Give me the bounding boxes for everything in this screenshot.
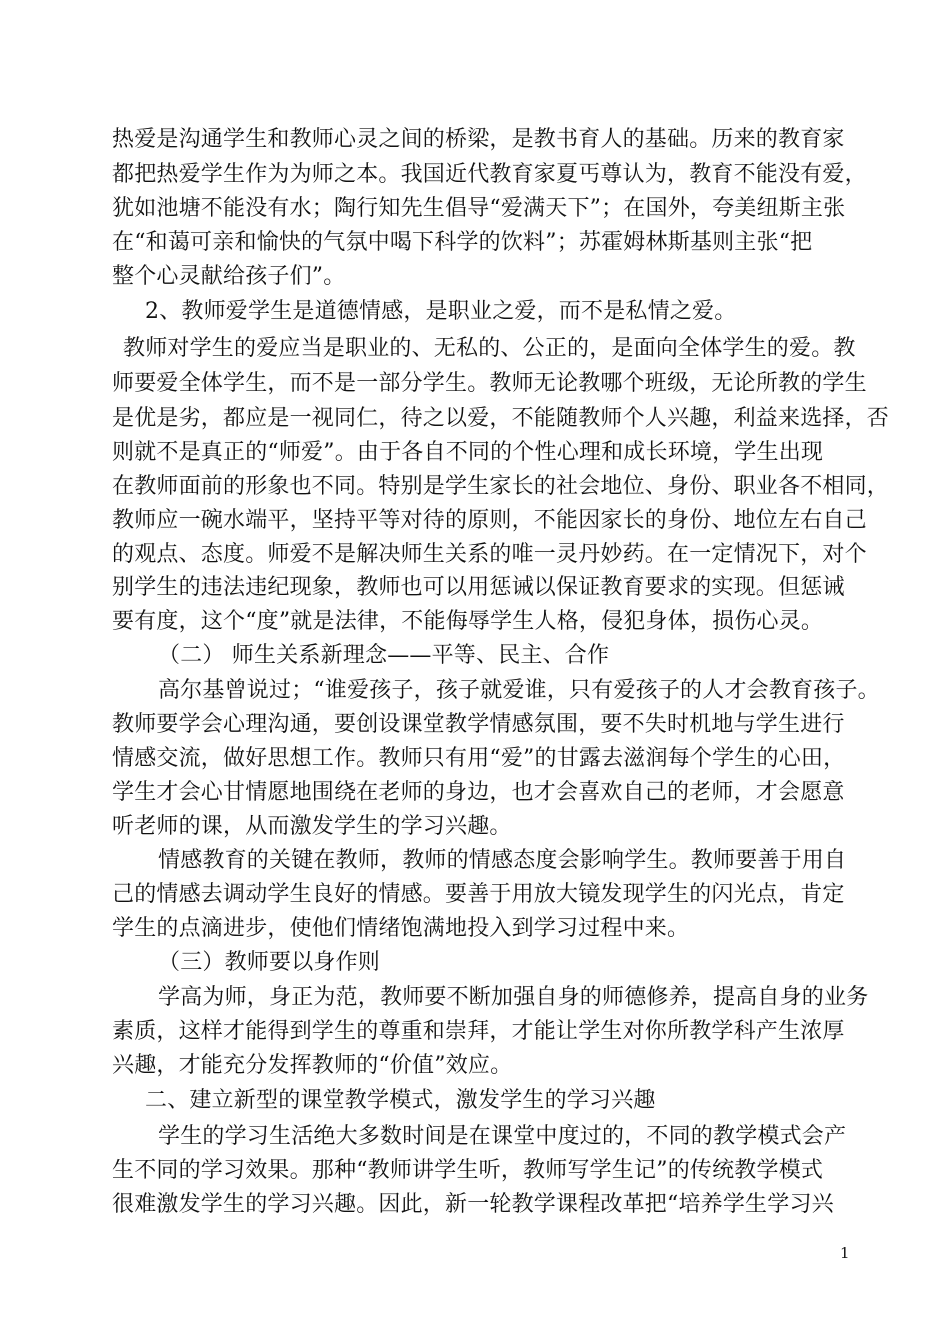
section-heading: （二） 师生关系新理念——平等、民主、合作 — [158, 643, 610, 668]
text-line: 是优是劣，都应是一视同仁，待之以爱，不能随教师个人兴趣，利益来选择，否 — [112, 406, 890, 431]
text-line: 在教师面前的形象也不同。特别是学生家长的社会地位、身份、职业各不相同， — [112, 474, 890, 499]
text-line: 则就不是真正的“师爱”。由于各自不同的个性心理和成长环境，学生出现 — [112, 440, 824, 465]
text-line: 要有度，这个“度”就是法律，不能侮辱学生人格，侵犯身体，损伤心灵。 — [112, 609, 824, 634]
text-line: 情感教育的关键在教师，教师的情感态度会影响学生。教师要善于用自 — [158, 848, 847, 873]
text-line: 犹如池塘不能没有水；陶行知先生倡导“爱满天下”；在国外，夸美纽斯主张 — [112, 196, 846, 221]
page-number: 1 — [840, 1244, 850, 1262]
text-line: 教师对学生的爱应当是职业的、无私的、公正的，是面向全体学生的爱。教 — [123, 336, 856, 361]
text-line: 己的情感去调动学生良好的情感。要善于用放大镜发现学生的闪光点，肯定 — [112, 882, 845, 907]
text-line: 师要爱全体学生，而不是一部分学生。教师无论教哪个班级，无论所教的学生 — [112, 371, 867, 396]
text-line: 的观点、态度。师爱不是解决师生关系的唯一灵丹妙药。在一定情况下，对个 — [112, 542, 867, 567]
text-line: 生不同的学习效果。那种“教师讲学生听，教师写学生记”的传统教学模式 — [112, 1158, 824, 1183]
text-line: 高尔基曾说过；“谁爱孩子，孩子就爱谁，只有爱孩子的人才会教育孩子。 — [158, 678, 880, 703]
text-line: 在“和蔼可亲和愉快的气氛中喝下科学的饮料”；苏霍姆林斯基则主张“把 — [112, 230, 813, 255]
text-line: 学生的学习生活绝大多数时间是在课堂中度过的，不同的教学模式会产 — [158, 1124, 847, 1149]
text-line: 学生的点滴进步，使他们情绪饱满地投入到学习过程中来。 — [112, 916, 690, 941]
text-line: 兴趣，才能充分发挥教师的“价值”效应。 — [112, 1053, 513, 1078]
text-line: 学高为师，身正为范，教师要不断加强自身的师德修养，提高自身的业务 — [158, 985, 869, 1010]
text-line: 教师要学会心理沟通，要创设课堂教学情感氛围，要不失时机地与学生进行 — [112, 712, 845, 737]
text-line: 教师应一碗水端平，坚持平等对待的原则，不能因家长的身份、地位左右自己 — [112, 508, 867, 533]
section-heading: （三）教师要以身作则 — [158, 950, 381, 975]
section-heading: 2、教师爱学生是道德情感，是职业之爱，而不是私情之爱。 — [145, 299, 737, 324]
text-line: 情感交流，做好思想工作。教师只有用“爱”的甘露去滋润每个学生的心田， — [112, 746, 846, 771]
text-line: 别学生的违法违纪现象，教师也可以用惩诫以保证教育要求的实现。但惩诫 — [112, 575, 845, 600]
text-line: 很难激发学生的学习兴趣。因此，新一轮教学课程改革把“培养学生学习兴 — [112, 1192, 834, 1217]
section-heading: 二、建立新型的课堂教学模式，激发学生的学习兴趣 — [145, 1088, 656, 1113]
text-line: 听老师的课，从而激发学生的学习兴趣。 — [112, 814, 512, 839]
text-line: 都把热爱学生作为为师之本。我国近代教育家夏丐尊认为，教育不能没有爱， — [112, 162, 867, 187]
text-line: 热爱是沟通学生和教师心灵之间的桥梁，是教书育人的基础。历来的教育家 — [112, 127, 845, 152]
text-line: 学生才会心甘情愿地围绕在老师的身边，也才会喜欢自己的老师，才会愿意 — [112, 780, 845, 805]
text-line: 素质，这样才能得到学生的尊重和崇拜，才能让学生对你所教学科产生浓厚 — [112, 1019, 845, 1044]
text-line: 整个心灵献给孩子们”。 — [112, 264, 346, 289]
